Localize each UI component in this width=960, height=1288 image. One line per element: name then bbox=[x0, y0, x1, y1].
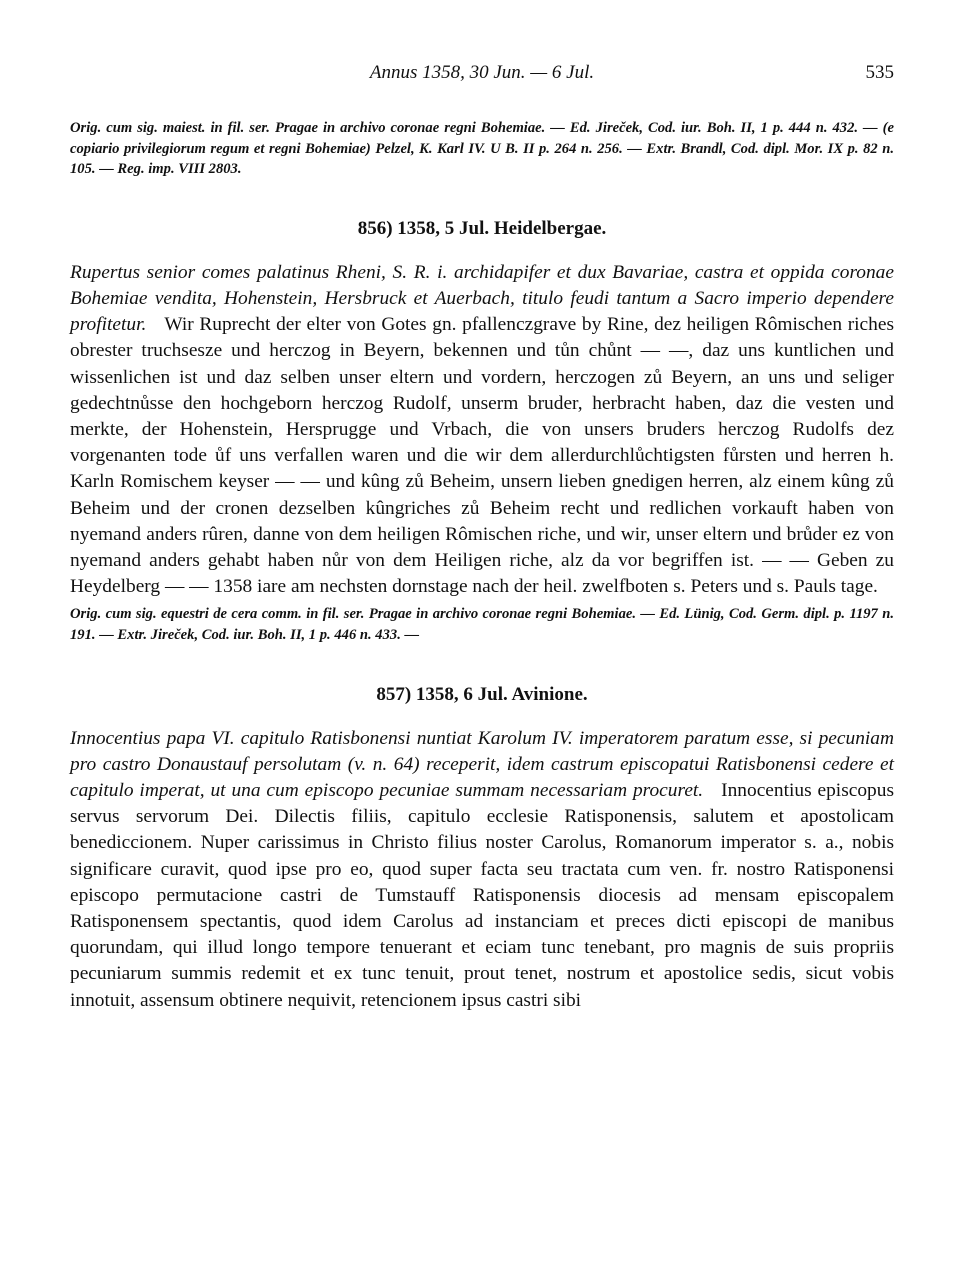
regest: Innocentius papa VI. capitulo Ratisbonensi nuntiat Karolum IV. imperatorem paratum esse, si pecuniam pro castro Donaustauf persolutam (v. n. 64) receperit, idem castrum episcopatui Ratisbonensi cedere et capitulo imperat, ut una cum episcopo pecuniae summam necessariam procuret. bbox=[70, 727, 894, 802]
document-body bbox=[70, 260, 894, 601]
document-857 bbox=[70, 684, 894, 1014]
charter-text: Wir Ruprecht der elter von Gotes gn. pfallenczgrave by Rine, dez heiligen Rômischen riches obrester truchsesze und herczog in Beyern, bekennen und tůn chůnt — —, daz uns kuntlichen und wissenlichen ist und daz selben unser eltern und vordern, herczogen zů Beyern, an uns und seliger gedechtnůsse den hochgeborn herczog Rudolf, unserm bruder, herbracht haben, daz die vesten und merkte, der Hohenstein, Hersprugge und Vrbach, die von unsers bruders herczog Rudolfs dez vorgenanten tode ůf uns verfallen waren und die wir dem allerdurchlůchtigsten fůrsten und herren h. Karln Romischem keyser — — und kûng zů Beheim, unsern lieben gnedigen herren, alz einem kûng zů Beheim und der cronen dezselben kûngriches zů Beheim recht und redlichen vorkauft haben von nyemand anders rûren, danne von dem heiligen Rômischen riche, und wir, unser eltern und brůder ez von nyemand anders gehabt haben nůr von dem Heiligen riche, alz da vor begriffen ist. — — Geben zu Heydelberg — — 1358 iare am nechsten dornstage nach der heil. zwelfboten s. Peters und s. Pauls tage. bbox=[70, 314, 894, 598]
source-note: Orig. cum sig. equestri de cera comm. in fil. ser. Pragae in archivo coronae regni Bohemiae. — Ed. Lünig, Cod. Germ. dipl. p. 1197 n. 191. — Extr. Jireček, Cod. iur. Boh. II, 1 p. 446 n. 433. — bbox=[70, 606, 894, 644]
page bbox=[70, 58, 894, 1014]
document-heading: 856) 1358, 5 Jul. Heidelbergae. bbox=[357, 217, 607, 239]
page-number: 535 bbox=[865, 62, 894, 83]
running-title: Annus 1358, 30 Jun. — 6 Jul. bbox=[369, 62, 595, 83]
regest: Rupertus senior comes palatinus Rheni, S. R. i. archidapifer et dux Bavariae, castra et oppida coronae Bohemiae vendita, Hohenstein, Hersbruck et Auerbach, titulo feudi tantum a Sacro imperio dependere profitetur. bbox=[70, 261, 894, 336]
source-note-855: Orig. cum sig. maiest. in fil. ser. Pragae in archivo coronae regni Bohemiae. — Ed. Jireček, Cod. iur. Boh. II, 1 p. 444 n. 432. — (e copiario privilegiorum regum et regni Bohemiae) Pelzel, K. Karl IV. U B. II p. 264 n. 256. — Extr. Brandl, Cod. dipl. Mor. IX p. 82 n. 105. — Reg. imp. VIII 2803. bbox=[70, 120, 894, 178]
document-heading: 857) 1358, 6 Jul. Avinione. bbox=[376, 683, 588, 705]
running-head bbox=[70, 58, 894, 88]
charter-text: Innocentius episcopus servus servorum Dei. Dilectis filiis, capitulo ecclesie Ratisponensis, salutem et apostolicam benediccionem. Nuper carissimus in Christo filius noster Carolus, Romanorum imperator s. a., nobis significare curavit, quod ipse pro eo, quod super facta seu tractata cum ven. fr. nostro Ratisponensi episcopo permutacione castri de Tumstauff Ratisponensis diocesis ad mensam episcopalem Ratisponensem spectantis, quod idem Carolus ad instanciam et preces dicti episcopi de manibus quorundam, qui illud longo tempore tenuerant et eciam tunc tenebant, pro magnis de suis propriis pecuniarum summis redemit et ex tunc tenuit, prout tenet, nostrum et apostolice sedis, sicut vobis innotuit, assensum obtinere nequivit, retencionem ipsus castri sibi bbox=[70, 780, 894, 1011]
document-856 bbox=[70, 218, 894, 646]
document-body bbox=[70, 726, 894, 1014]
